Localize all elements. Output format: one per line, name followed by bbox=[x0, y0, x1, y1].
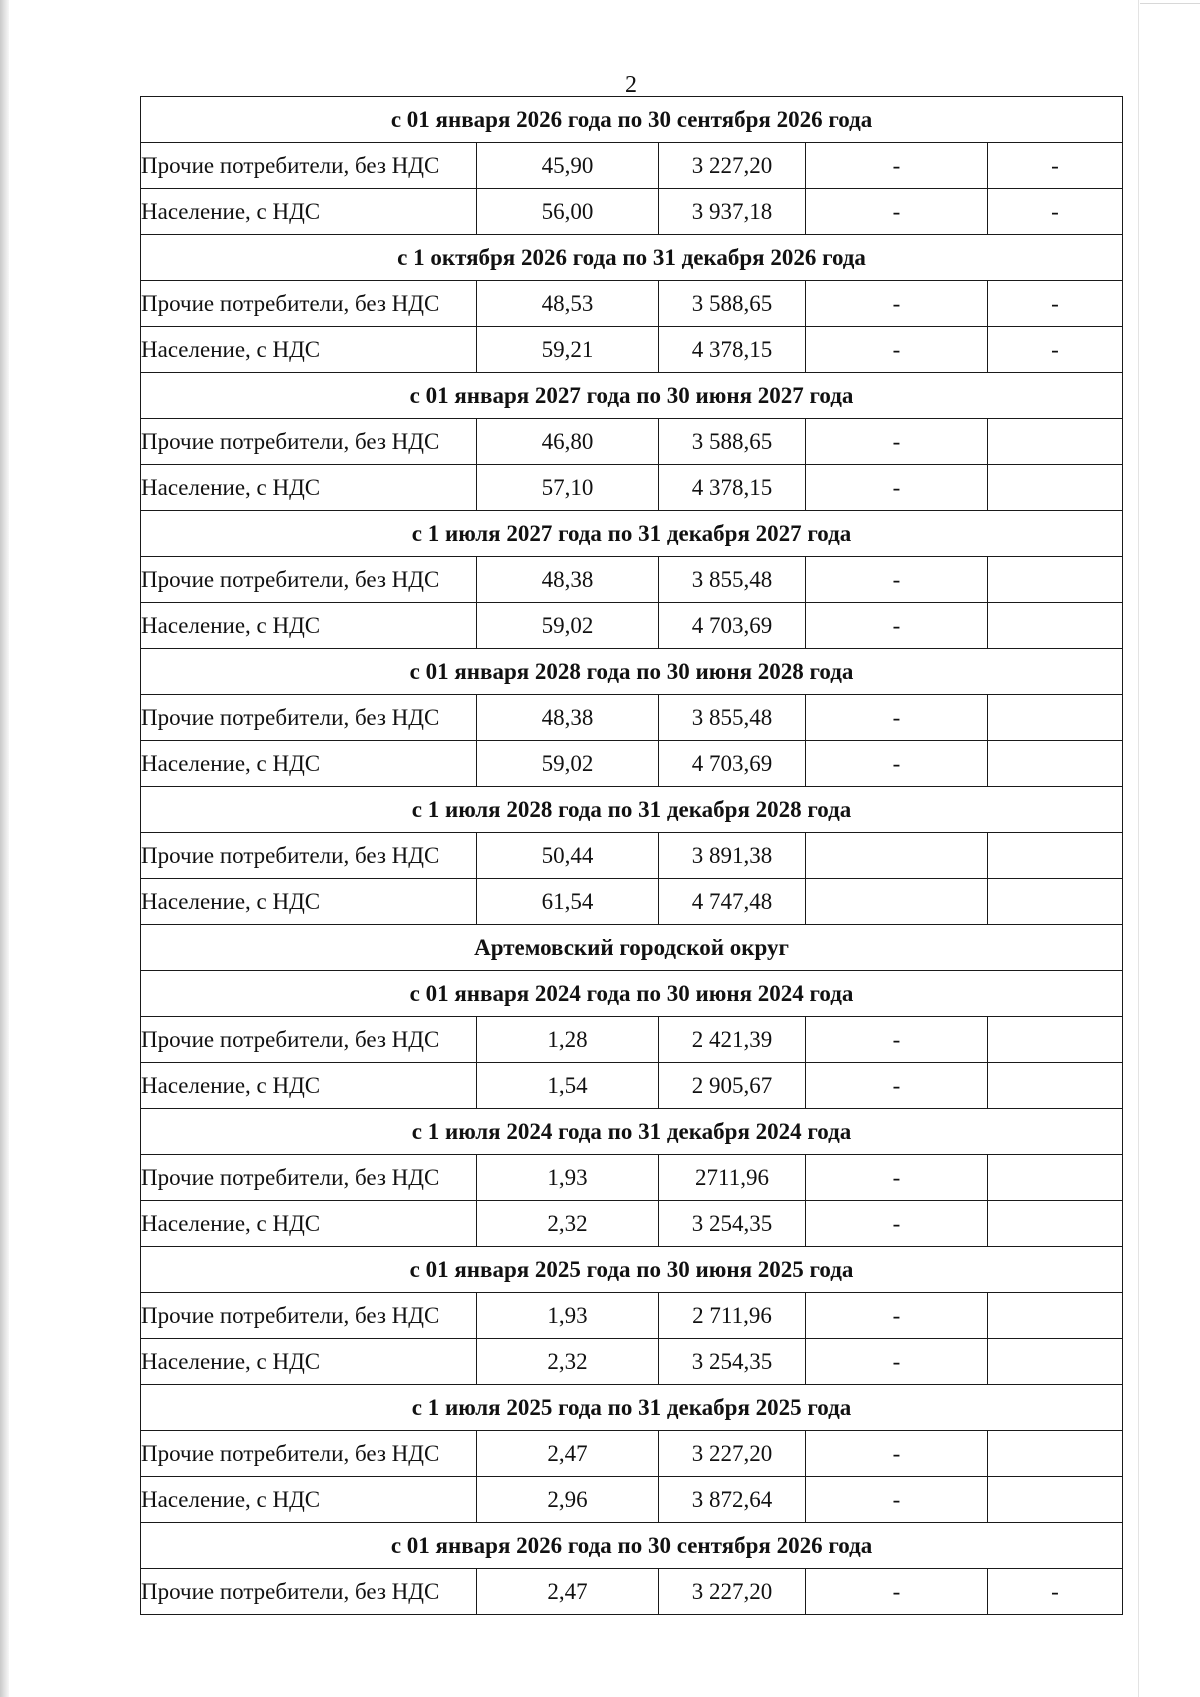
value-cell-3: - bbox=[806, 1293, 988, 1339]
value-cell-3: - bbox=[806, 189, 988, 235]
consumer-name-cell: Население, с НДС bbox=[141, 1339, 477, 1385]
value-cell-2: 4 378,15 bbox=[659, 465, 806, 511]
value-cell-4 bbox=[988, 741, 1123, 787]
value-cell-3 bbox=[806, 833, 988, 879]
value-cell-4 bbox=[988, 1477, 1123, 1523]
table-row bbox=[141, 327, 1123, 373]
section-header-row bbox=[141, 1523, 1123, 1569]
value-cell-1: 1,93 bbox=[477, 1155, 659, 1201]
value-cell-3: - bbox=[806, 741, 988, 787]
consumer-name-cell: Население, с НДС bbox=[141, 603, 477, 649]
value-cell-3: - bbox=[806, 1017, 988, 1063]
value-cell-3: - bbox=[806, 557, 988, 603]
value-cell-2: 2 711,96 bbox=[659, 1293, 806, 1339]
section-title: с 1 июля 2025 года по 31 декабря 2025 года bbox=[141, 1385, 1123, 1431]
table-row bbox=[141, 189, 1123, 235]
value-cell-4 bbox=[988, 695, 1123, 741]
value-cell-3: - bbox=[806, 465, 988, 511]
section-title: с 01 января 2027 года по 30 июня 2027 года bbox=[141, 373, 1123, 419]
value-cell-4 bbox=[988, 1431, 1123, 1477]
value-cell-4 bbox=[988, 1155, 1123, 1201]
section-header-row bbox=[141, 1385, 1123, 1431]
consumer-name-cell: Население, с НДС bbox=[141, 1477, 477, 1523]
value-cell-1: 2,32 bbox=[477, 1201, 659, 1247]
value-cell-2: 3 227,20 bbox=[659, 1569, 806, 1615]
value-cell-4: - bbox=[988, 189, 1123, 235]
table-row bbox=[141, 833, 1123, 879]
consumer-name-cell: Население, с НДС bbox=[141, 879, 477, 925]
section-title: с 01 января 2024 года по 30 июня 2024 года bbox=[141, 971, 1123, 1017]
value-cell-2: 4 378,15 bbox=[659, 327, 806, 373]
section-header-row bbox=[141, 971, 1123, 1017]
value-cell-4: - bbox=[988, 143, 1123, 189]
value-cell-1: 50,44 bbox=[477, 833, 659, 879]
section-title: с 1 июля 2028 года по 31 декабря 2028 года bbox=[141, 787, 1123, 833]
value-cell-2: 3 891,38 bbox=[659, 833, 806, 879]
table-row bbox=[141, 281, 1123, 327]
section-title: с 01 января 2028 года по 30 июня 2028 года bbox=[141, 649, 1123, 695]
consumer-name-cell: Население, с НДС bbox=[141, 1063, 477, 1109]
value-cell-4 bbox=[988, 1017, 1123, 1063]
scan-edge-left bbox=[0, 0, 9, 1697]
section-header-row bbox=[141, 235, 1123, 281]
value-cell-1: 1,54 bbox=[477, 1063, 659, 1109]
table-row bbox=[141, 557, 1123, 603]
value-cell-4 bbox=[988, 1201, 1123, 1247]
table-row bbox=[141, 1293, 1123, 1339]
value-cell-1: 57,10 bbox=[477, 465, 659, 511]
consumer-name-cell: Прочие потребители, без НДС bbox=[141, 833, 477, 879]
value-cell-4 bbox=[988, 833, 1123, 879]
consumer-name-cell: Прочие потребители, без НДС bbox=[141, 1293, 477, 1339]
value-cell-4: - bbox=[988, 327, 1123, 373]
section-header-row bbox=[141, 511, 1123, 557]
section-header-row bbox=[141, 649, 1123, 695]
scan-edge-right bbox=[1138, 0, 1139, 1697]
section-title: с 1 июля 2027 года по 31 декабря 2027 года bbox=[141, 511, 1123, 557]
table-row bbox=[141, 695, 1123, 741]
value-cell-1: 2,47 bbox=[477, 1431, 659, 1477]
value-cell-2: 2711,96 bbox=[659, 1155, 806, 1201]
section-title: с 01 января 2026 года по 30 сентября 2026 года bbox=[141, 1523, 1123, 1569]
value-cell-3: - bbox=[806, 695, 988, 741]
value-cell-4 bbox=[988, 1339, 1123, 1385]
section-header-row bbox=[141, 97, 1123, 143]
value-cell-1: 48,38 bbox=[477, 557, 659, 603]
table-row bbox=[141, 1339, 1123, 1385]
value-cell-3: - bbox=[806, 143, 988, 189]
table-row bbox=[141, 1569, 1123, 1615]
value-cell-3: - bbox=[806, 327, 988, 373]
section-header-row bbox=[141, 1247, 1123, 1293]
section-header-row bbox=[141, 925, 1123, 971]
consumer-name-cell: Прочие потребители, без НДС bbox=[141, 1431, 477, 1477]
value-cell-3: - bbox=[806, 1431, 988, 1477]
value-cell-1: 2,96 bbox=[477, 1477, 659, 1523]
value-cell-3: - bbox=[806, 1569, 988, 1615]
table-row bbox=[141, 143, 1123, 189]
consumer-name-cell: Прочие потребители, без НДС bbox=[141, 695, 477, 741]
tariff-table-body bbox=[141, 97, 1123, 1615]
value-cell-3: - bbox=[806, 1063, 988, 1109]
value-cell-2: 3 855,48 bbox=[659, 695, 806, 741]
table-row bbox=[141, 419, 1123, 465]
value-cell-3 bbox=[806, 879, 988, 925]
consumer-name-cell: Население, с НДС bbox=[141, 189, 477, 235]
section-header-row bbox=[141, 1109, 1123, 1155]
table-row bbox=[141, 879, 1123, 925]
value-cell-4 bbox=[988, 603, 1123, 649]
value-cell-4: - bbox=[988, 281, 1123, 327]
page-number: 2 bbox=[625, 72, 637, 98]
value-cell-4 bbox=[988, 1063, 1123, 1109]
table-row bbox=[141, 1201, 1123, 1247]
tariff-table bbox=[140, 96, 1123, 1615]
value-cell-1: 48,53 bbox=[477, 281, 659, 327]
value-cell-1: 59,02 bbox=[477, 741, 659, 787]
value-cell-1: 46,80 bbox=[477, 419, 659, 465]
section-title: с 01 января 2026 года по 30 сентября 2026 года bbox=[141, 97, 1123, 143]
value-cell-3: - bbox=[806, 281, 988, 327]
value-cell-1: 2,32 bbox=[477, 1339, 659, 1385]
table-row bbox=[141, 1431, 1123, 1477]
section-header-row bbox=[141, 373, 1123, 419]
table-row bbox=[141, 1155, 1123, 1201]
value-cell-1: 59,02 bbox=[477, 603, 659, 649]
value-cell-2: 3 227,20 bbox=[659, 1431, 806, 1477]
consumer-name-cell: Население, с НДС bbox=[141, 741, 477, 787]
consumer-name-cell: Прочие потребители, без НДС bbox=[141, 1155, 477, 1201]
value-cell-4 bbox=[988, 1293, 1123, 1339]
table-row bbox=[141, 741, 1123, 787]
scan-corner-line bbox=[1140, 3, 1200, 4]
section-title: с 1 июля 2024 года по 31 декабря 2024 года bbox=[141, 1109, 1123, 1155]
value-cell-4: - bbox=[988, 1569, 1123, 1615]
value-cell-4 bbox=[988, 419, 1123, 465]
value-cell-3: - bbox=[806, 1201, 988, 1247]
value-cell-3: - bbox=[806, 419, 988, 465]
value-cell-2: 4 703,69 bbox=[659, 741, 806, 787]
value-cell-1: 2,47 bbox=[477, 1569, 659, 1615]
table-row bbox=[141, 465, 1123, 511]
consumer-name-cell: Население, с НДС bbox=[141, 327, 477, 373]
table-row bbox=[141, 1017, 1123, 1063]
value-cell-1: 61,54 bbox=[477, 879, 659, 925]
section-title: с 1 октября 2026 года по 31 декабря 2026 года bbox=[141, 235, 1123, 281]
value-cell-2: 3 588,65 bbox=[659, 419, 806, 465]
consumer-name-cell: Прочие потребители, без НДС bbox=[141, 143, 477, 189]
value-cell-2: 2 905,67 bbox=[659, 1063, 806, 1109]
value-cell-2: 3 588,65 bbox=[659, 281, 806, 327]
value-cell-2: 3 872,64 bbox=[659, 1477, 806, 1523]
value-cell-1: 45,90 bbox=[477, 143, 659, 189]
consumer-name-cell: Прочие потребители, без НДС bbox=[141, 1569, 477, 1615]
value-cell-1: 1,93 bbox=[477, 1293, 659, 1339]
table-row bbox=[141, 603, 1123, 649]
value-cell-2: 4 747,48 bbox=[659, 879, 806, 925]
table-row bbox=[141, 1477, 1123, 1523]
value-cell-2: 3 254,35 bbox=[659, 1339, 806, 1385]
value-cell-3: - bbox=[806, 1155, 988, 1201]
value-cell-1: 1,28 bbox=[477, 1017, 659, 1063]
section-title: Артемовский городской округ bbox=[141, 925, 1123, 971]
value-cell-2: 3 937,18 bbox=[659, 189, 806, 235]
section-header-row bbox=[141, 787, 1123, 833]
consumer-name-cell: Население, с НДС bbox=[141, 465, 477, 511]
value-cell-4 bbox=[988, 879, 1123, 925]
consumer-name-cell: Прочие потребители, без НДС bbox=[141, 419, 477, 465]
consumer-name-cell: Прочие потребители, без НДС bbox=[141, 557, 477, 603]
value-cell-2: 3 227,20 bbox=[659, 143, 806, 189]
value-cell-4 bbox=[988, 465, 1123, 511]
value-cell-1: 59,21 bbox=[477, 327, 659, 373]
consumer-name-cell: Прочие потребители, без НДС bbox=[141, 281, 477, 327]
value-cell-4 bbox=[988, 557, 1123, 603]
value-cell-2: 2 421,39 bbox=[659, 1017, 806, 1063]
consumer-name-cell: Прочие потребители, без НДС bbox=[141, 1017, 477, 1063]
value-cell-3: - bbox=[806, 603, 988, 649]
section-title: с 01 января 2025 года по 30 июня 2025 года bbox=[141, 1247, 1123, 1293]
value-cell-1: 56,00 bbox=[477, 189, 659, 235]
value-cell-2: 4 703,69 bbox=[659, 603, 806, 649]
value-cell-2: 3 254,35 bbox=[659, 1201, 806, 1247]
table-row bbox=[141, 1063, 1123, 1109]
value-cell-1: 48,38 bbox=[477, 695, 659, 741]
value-cell-3: - bbox=[806, 1339, 988, 1385]
value-cell-2: 3 855,48 bbox=[659, 557, 806, 603]
consumer-name-cell: Население, с НДС bbox=[141, 1201, 477, 1247]
value-cell-3: - bbox=[806, 1477, 988, 1523]
